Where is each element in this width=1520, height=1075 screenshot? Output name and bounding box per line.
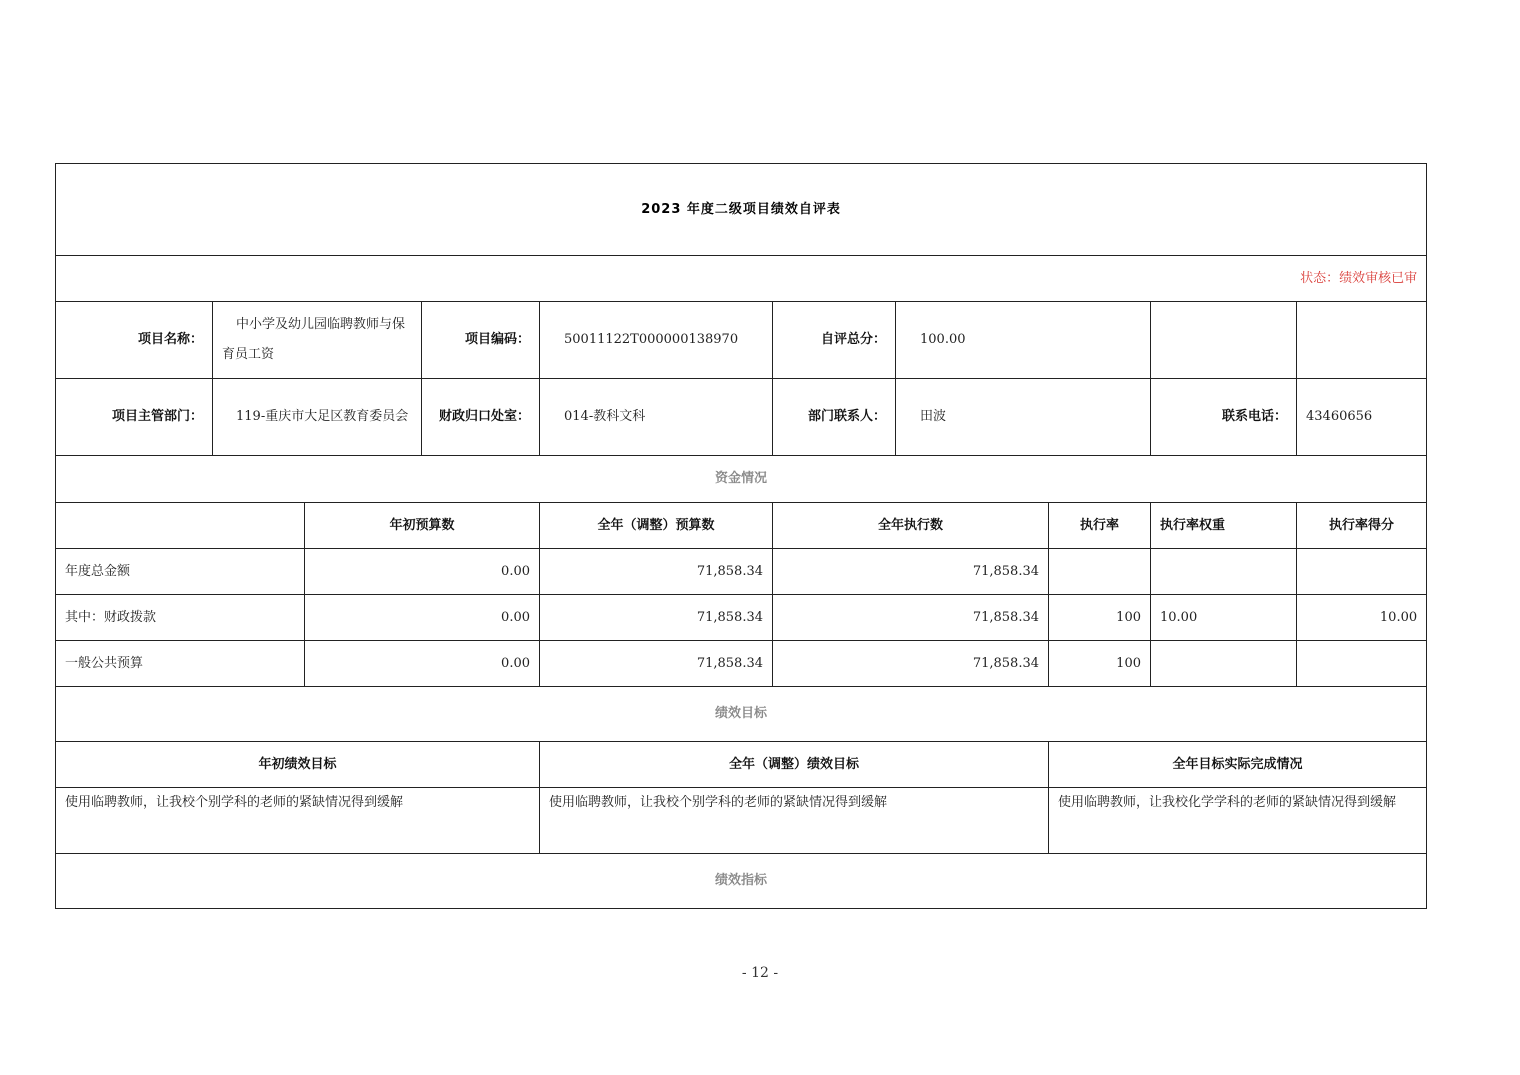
funds-header-rate: 执行率 [1049, 503, 1151, 549]
goals-header-initial: 年初绩效目标 [56, 742, 540, 788]
phone-label: 联系电话： [1151, 379, 1297, 456]
funds-header-executed: 全年执行数 [773, 503, 1049, 549]
goal-adjusted: 使用临聘教师，让我校个别学科的老师的紧缺情况得到缓解 [540, 788, 1049, 854]
dept-value: 119-重庆市大足区教育委员会 [213, 379, 422, 456]
table-row [56, 549, 1427, 595]
project-name-label: 项目名称： [56, 302, 213, 379]
performance-evaluation-table [55, 163, 1427, 909]
goals-header-actual: 全年目标实际完成情况 [1049, 742, 1427, 788]
fund-row-initial: 0.00 [305, 641, 540, 687]
fund-row-rate: 100 [1049, 595, 1151, 641]
total-score-label: 自评总分： [773, 302, 896, 379]
dept-label: 项目主管部门： [56, 379, 213, 456]
project-code-label: 项目编码： [422, 302, 540, 379]
table-row [56, 641, 1427, 687]
fund-row-name: 一般公共预算 [56, 641, 305, 687]
empty-cell [1297, 302, 1427, 379]
fund-row-score [1297, 641, 1427, 687]
goal-initial: 使用临聘教师，让我校个别学科的老师的紧缺情况得到缓解 [56, 788, 540, 854]
phone-value: 43460656 [1297, 379, 1427, 456]
fund-row-adjusted: 71,858.34 [540, 549, 773, 595]
indicators-section-title: 绩效指标 [56, 854, 1427, 909]
fund-row-adjusted: 71,858.34 [540, 641, 773, 687]
fund-row-initial: 0.00 [305, 595, 540, 641]
fund-row-name: 年度总金额 [56, 549, 305, 595]
fund-row-rate: 100 [1049, 641, 1151, 687]
finance-office-value: 014-教科文科 [540, 379, 773, 456]
fund-row-adjusted: 71,858.34 [540, 595, 773, 641]
fund-row-weight: 10.00 [1151, 595, 1297, 641]
empty-cell [1151, 302, 1297, 379]
page-number: - 12 - [741, 965, 779, 981]
fund-row-initial: 0.00 [305, 549, 540, 595]
fund-row-executed: 71,858.34 [773, 549, 1049, 595]
fund-row-weight [1151, 549, 1297, 595]
status-badge: 状态：绩效审核已审 [56, 256, 1427, 302]
fund-row-name: 其中：财政拨款 [56, 595, 305, 641]
funds-header-initial: 年初预算数 [305, 503, 540, 549]
fund-row-score: 10.00 [1297, 595, 1427, 641]
finance-office-label: 财政归口处室： [422, 379, 540, 456]
project-name-value: 中小学及幼儿园临聘教师与保育员工资 [213, 302, 422, 379]
fund-row-weight [1151, 641, 1297, 687]
project-code-value: 50011122T000000138970 [540, 302, 773, 379]
goals-header-adjusted: 全年（调整）绩效目标 [540, 742, 1049, 788]
page-title: 2023 年度二级项目绩效自评表 [56, 164, 1427, 256]
funds-section-title: 资金情况 [56, 456, 1427, 503]
table-row [56, 595, 1427, 641]
fund-row-executed: 71,858.34 [773, 595, 1049, 641]
goal-actual: 使用临聘教师，让我校化学学科的老师的紧缺情况得到缓解 [1049, 788, 1427, 854]
goals-section-title: 绩效目标 [56, 687, 1427, 742]
funds-header-adjusted: 全年（调整）预算数 [540, 503, 773, 549]
funds-header-blank [56, 503, 305, 549]
fund-row-score [1297, 549, 1427, 595]
contact-label: 部门联系人： [773, 379, 896, 456]
total-score-value: 100.00 [896, 302, 1151, 379]
funds-header-weight: 执行率权重 [1151, 503, 1297, 549]
fund-row-executed: 71,858.34 [773, 641, 1049, 687]
funds-header-score: 执行率得分 [1297, 503, 1427, 549]
contact-value: 田波 [896, 379, 1151, 456]
fund-row-rate [1049, 549, 1151, 595]
